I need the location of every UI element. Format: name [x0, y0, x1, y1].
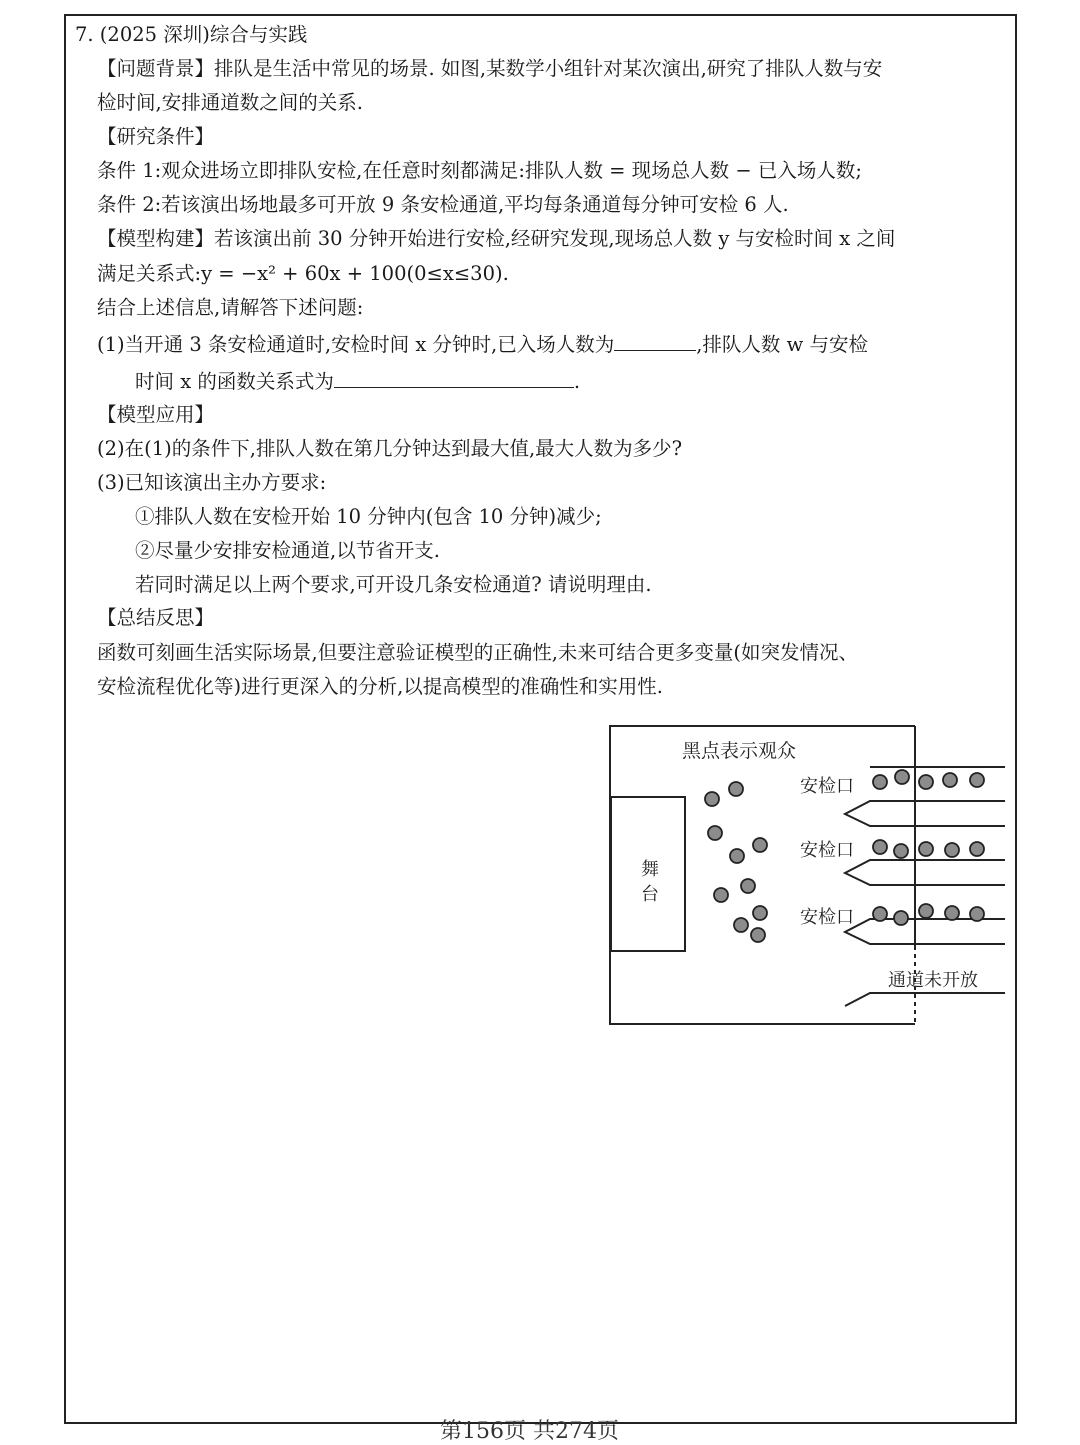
q3-requirement-1: ①排队人数在安检开始 10 分钟内(包含 10 分钟)减少;	[135, 505, 602, 528]
audience-dot	[751, 928, 765, 942]
audience-dot	[970, 907, 984, 921]
answer-blank-entered[interactable]	[614, 330, 696, 351]
audience-dot	[919, 842, 933, 856]
audience-dot	[705, 792, 719, 806]
q1-text-d: .	[573, 370, 581, 393]
conditions-label: 【研究条件】	[97, 125, 215, 148]
model-label: 【模型构建】	[97, 227, 215, 250]
question-2: (2)在(1)的条件下,排队人数在第几分钟达到最大值,最大人数为多少?	[97, 437, 683, 460]
checkpoint-label-3: 安检口	[800, 907, 854, 928]
legend-label: 黑点表示观众	[682, 740, 797, 762]
condition-1: 条件 1:观众进场立即排队安检,在任意时刻都满足:排队人数 = 现场总人数 − 已入场人数;	[97, 159, 862, 182]
audience-dot	[894, 844, 908, 858]
lane-barrier-1-2	[845, 801, 1005, 826]
audience-dot	[919, 775, 933, 789]
audience-dot	[730, 849, 744, 863]
stage-label-1: 舞	[641, 859, 659, 880]
audience-dot	[753, 906, 767, 920]
venue-diagram	[600, 718, 1020, 1033]
answer-blank-function[interactable]	[334, 367, 574, 388]
lane-barrier-2-3	[845, 860, 1005, 885]
audience-dot	[873, 775, 887, 789]
audience-dot	[895, 770, 909, 784]
audience-dot	[714, 888, 728, 902]
audience-dot	[945, 906, 959, 920]
stage-label-2: 台	[641, 884, 659, 905]
prompt-text: 结合上述信息,请解答下述问题:	[97, 296, 364, 319]
audience-dot	[970, 842, 984, 856]
q1-text-c: 时间 x 的函数关系式为	[135, 370, 334, 393]
summary-text-2: 安检流程优化等)进行更深入的分析,以提高模型的准确性和实用性.	[97, 675, 664, 698]
q1-text-a: (1)当开通 3 条安检通道时,安检时间 x 分钟时,已入场人数为	[97, 333, 615, 356]
audience-dot	[943, 773, 957, 787]
question-1-line-1	[97, 330, 868, 358]
model-formula: 满足关系式:y = −x² + 60x + 100(0≤x≤30).	[97, 262, 509, 285]
application-label: 【模型应用】	[97, 403, 215, 426]
background-text-1: 排队是生活中常见的场景. 如图,某数学小组针对某次演出,研究了排队人数与安	[214, 57, 883, 80]
audience-dot	[873, 907, 887, 921]
model-text-1: 若该演出前 30 分钟开始进行安检,经研究发现,现场总人数 y 与安检时间 x 之间	[214, 227, 896, 250]
q1-text-b: ,排队人数 w 与安检	[696, 333, 869, 356]
lane-barrier-3-4	[845, 919, 1005, 944]
checkpoint-label-1: 安检口	[800, 776, 854, 797]
summary-label: 【总结反思】	[97, 606, 215, 629]
lane-barrier-bottom	[845, 993, 1005, 1006]
page-footer: 第156页 共274页	[440, 1419, 619, 1444]
closed-lane-label: 通道未开放	[888, 970, 978, 991]
background-line-1	[97, 56, 882, 82]
summary-text-1: 函数可刻画生活实际场景,但要注意验证模型的正确性,未来可结合更多变量(如突发情况、	[97, 641, 859, 664]
model-line-1	[97, 226, 895, 252]
audience-dot	[873, 840, 887, 854]
audience-dot	[729, 782, 743, 796]
audience-dot	[753, 838, 767, 852]
audience-dot	[970, 773, 984, 787]
checkpoint-label-2: 安检口	[800, 840, 854, 861]
audience-dot	[708, 826, 722, 840]
problem-header: 7. (2025 深圳)综合与实践	[75, 23, 308, 46]
q3-ask: 若同时满足以上两个要求,可开设几条安检通道? 请说明理由.	[135, 573, 652, 596]
condition-2: 条件 2:若该演出场地最多可开放 9 条安检通道,平均每条通道每分钟可安检 6 人.	[97, 193, 789, 216]
background-label: 【问题背景】	[97, 57, 215, 80]
question-3: (3)已知该演出主办方要求:	[97, 471, 327, 494]
audience-dot	[741, 879, 755, 893]
q3-requirement-2: ②尽量少安排安检通道,以节省开支.	[135, 539, 440, 562]
audience-dot	[894, 911, 908, 925]
audience-dot	[919, 904, 933, 918]
audience-dot	[734, 918, 748, 932]
question-1-line-2	[135, 367, 580, 395]
background-text-2: 检时间,安排通道数之间的关系.	[97, 91, 363, 114]
audience-dot	[945, 843, 959, 857]
